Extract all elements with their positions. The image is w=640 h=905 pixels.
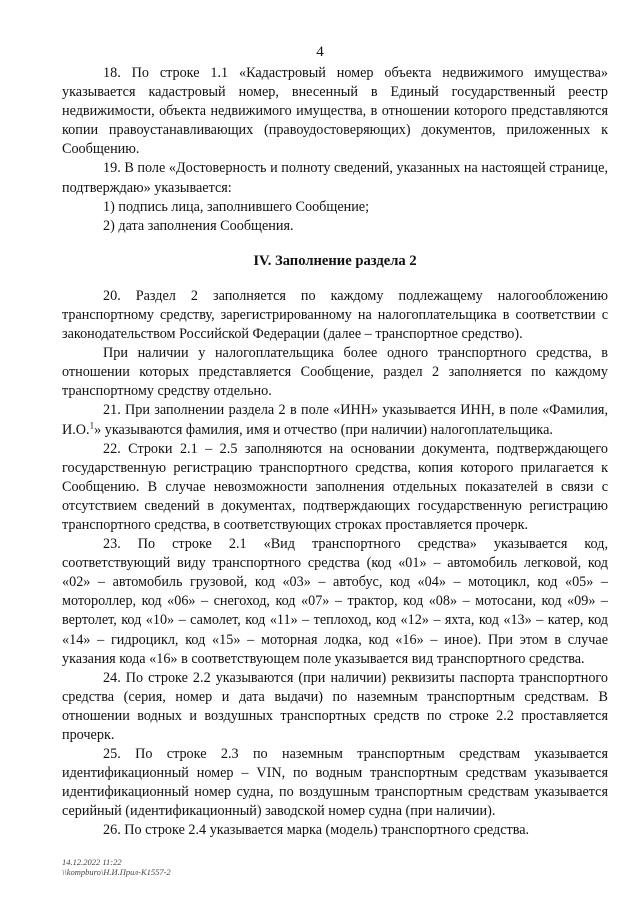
paragraph-21-start: 21. При заполнении раздела 2 в поле «ИНН» указывается ИНН, в поле «Фамилия, И.О. bbox=[62, 402, 608, 438]
footer-timestamp: 14.12.2022 11:22 bbox=[62, 857, 122, 867]
paragraph-24: 24. По строке 2.2 указываются (при наличии) реквизиты паспорта транспортного средства (серия, номер и дата выдачи) по наземным транспортным средствам. В отношении водных и воздушных транспортных средств по строке 2.2 проставляется прочерк. bbox=[62, 669, 608, 743]
footnote-marker: 1 bbox=[89, 419, 95, 430]
paragraph-21 bbox=[62, 401, 608, 439]
paragraph-18: 18. По строке 1.1 «Кадастровый номер объекта недвижимого имущества» указывается кадастровый номер, внесенный в Единый государственный реестр недвижимости, объекта недвижимого имущества, в отношении которого представляются копии правоустанавливающих (правоудостоверяющих) документов, приложенных к Сообщению. bbox=[62, 65, 608, 158]
paragraph-20: 20. Раздел 2 заполняется по каждому подлежащему налогообложению транспортному средству, зарегистрированному на налогоплательщика в соответствии с законодательством Российской Федерации (далее – транспортное средство). bbox=[62, 287, 608, 343]
document-footer bbox=[62, 857, 171, 877]
footer-file-path: \\kompburo\Н.И.Прил-К1557-2 bbox=[62, 867, 171, 877]
paragraph-19-item-2: 2) дата заполнения Сообщения. bbox=[103, 217, 294, 234]
page-number: 4 bbox=[316, 44, 324, 60]
section-heading: IV. Заполнение раздела 2 bbox=[253, 252, 417, 269]
paragraph-19-item-1: 1) подпись лица, заполнившего Сообщение; bbox=[103, 198, 370, 215]
paragraph-21-end: » указываются фамилия, имя и отчество (при наличии) налогоплательщика. bbox=[94, 421, 553, 438]
paragraph-20-continuation: При наличии у налогоплательщика более одного транспортного средства, в отношении которых представляется Сообщение, раздел 2 заполняется по каждому транспортному средству отдельно. bbox=[62, 345, 608, 400]
paragraph-23: 23. По строке 2.1 «Вид транспортного средства» указывается код, соответствующий виду транспортного средства (код «01» – автомобиль легковой, код «02» – автомобиль грузовой, код «03» – автобус, код «04» – мотоцикл, код «05» – мотороллер, код «06» – снегоход, код «07» – трактор, код «08» – мотосани, код «09» – вертолет, код «10» – самолет, код «11» – теплоход, код «12» – яхта, код «13» – катер, код «14» – гидроцикл, код «15» – моторная лодка, код «16» – иное). При этом в случае указания кода «16» в соответствующем поле указывается вид транспортного средства. bbox=[62, 536, 608, 667]
paragraph-26: 26. По строке 2.4 указывается марка (модель) транспортного средства. bbox=[103, 822, 530, 839]
paragraph-25: 25. По строке 2.3 по наземным транспортным средствам указывается идентификационный номер – VIN, по водным транспортным средствам указывается идентификационный номер судна, по воздушным транспортным средствам указывается серийный (идентификационный) заводской номер судна (при наличии). bbox=[62, 746, 608, 820]
paragraph-19: 19. В поле «Достоверность и полноту сведений, указанных на настоящей странице, подтверждаю» указывается: bbox=[62, 160, 608, 196]
paragraph-22: 22. Строки 2.1 – 2.5 заполняются на основании документа, подтверждающего государственную регистрацию транспортного средства, копия которого прилагается к Сообщению. В случае невозможности заполнения отдельных показателей в связи с отсутствием сведений в документах, подтверждающих государственную регистрацию транспортного средства, в соответствующих строках проставляется прочерк. bbox=[62, 440, 608, 533]
document-body bbox=[62, 64, 608, 841]
